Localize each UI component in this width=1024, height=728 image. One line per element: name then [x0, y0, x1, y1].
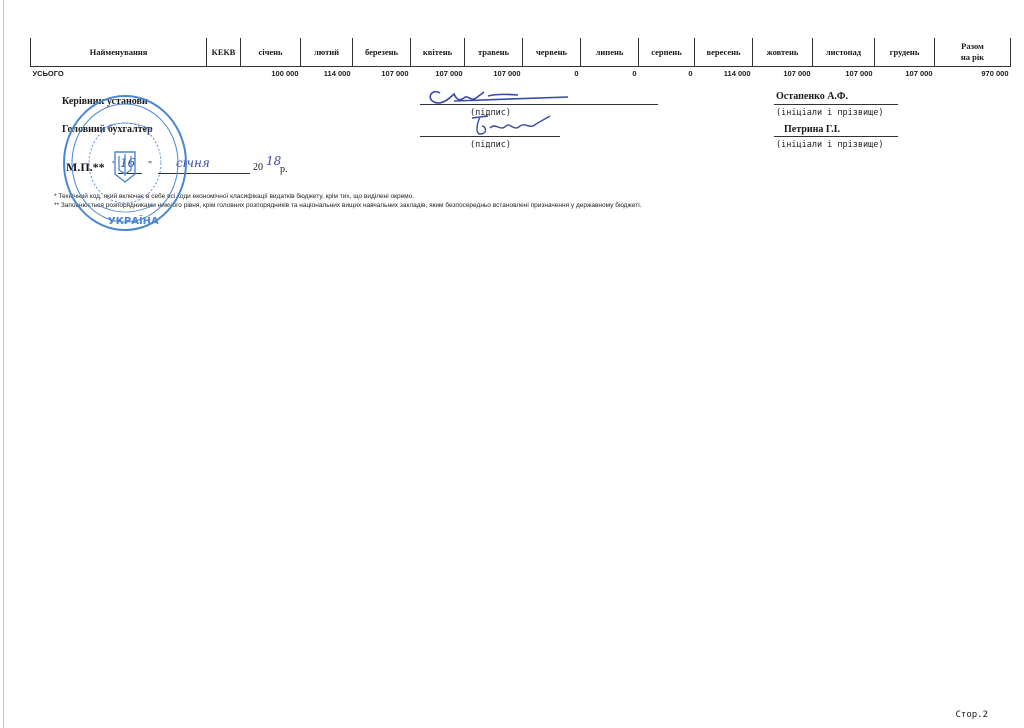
header-month: листопад	[813, 38, 875, 67]
header-month: травень	[465, 38, 523, 67]
table-row-total	[31, 67, 1011, 80]
head-signature-caption: (підпис)	[470, 108, 511, 118]
date-year-suffix: 18	[266, 154, 282, 168]
mp-label: М.П.**	[66, 160, 105, 174]
total-year-value: 970 000	[981, 68, 1009, 78]
head-name-line	[774, 104, 898, 105]
header-name: Найменування	[31, 38, 207, 67]
total-cell: 107 000	[845, 68, 873, 78]
accountant-name-line	[774, 136, 898, 137]
head-signature-line	[420, 104, 658, 105]
total-cell: 107 000	[905, 68, 933, 78]
date-quote-open: "	[112, 160, 117, 171]
accountant-signature	[466, 112, 556, 138]
total-cell: 0	[574, 68, 579, 78]
scan-edge-line	[3, 0, 4, 728]
head-label: Керівник установи	[62, 96, 148, 107]
footnote-2: ** Заповнюється розпорядниками нижчого рівня, крім головних розпорядників та національних вищих навчальних закладів, яким безпосередньо встановлені призначення у державному бюджеті.	[54, 202, 642, 209]
total-cell: 107 000	[783, 68, 811, 78]
header-year-total: Разом на рік	[935, 38, 1011, 67]
page-number: Стор.2	[955, 710, 988, 720]
total-cell: 0	[632, 68, 637, 78]
official-stamp	[60, 92, 190, 234]
date-year-end: р.	[280, 164, 288, 175]
date-quote-close: "	[148, 160, 153, 171]
accountant-name: Петрина Г.І.	[784, 124, 840, 135]
accountant-signature-caption: (підпис)	[470, 140, 511, 150]
total-cell: 0	[688, 68, 693, 78]
head-initials-caption: (ініціали і прізвище)	[776, 108, 884, 118]
svg-text:УКРАЇНА: УКРАЇНА	[108, 216, 159, 227]
date-month: січня	[176, 156, 210, 170]
header-month: червень	[523, 38, 581, 67]
total-cell: 100 000	[271, 68, 299, 78]
date-year-prefix: 20	[253, 162, 263, 173]
header-month: жовтень	[753, 38, 813, 67]
head-signature	[418, 84, 578, 110]
header-month: грудень	[875, 38, 935, 67]
header-month: березень	[353, 38, 411, 67]
total-cell: 107 000	[435, 68, 463, 78]
total-kekv	[207, 67, 241, 80]
header-month: вересень	[695, 38, 753, 67]
total-cell: 107 000	[493, 68, 521, 78]
total-label: УСЬОГО	[32, 68, 64, 78]
footnote-1: * Технічний код, який включає в себе всі коди економічної класифікації видатків бюджету, крім тих, що виділені окремо.	[54, 193, 415, 200]
accountant-initials-caption: (ініціали і прізвище)	[776, 140, 884, 150]
head-name: Остапенко А.Ф.	[776, 91, 849, 102]
total-cell: 114 000	[323, 68, 351, 78]
header-month: квітень	[411, 38, 465, 67]
table-header-row	[31, 38, 1011, 67]
accountant-signature-line	[420, 136, 560, 137]
trident-emblem-icon	[115, 152, 135, 182]
header-month: лютий	[301, 38, 353, 67]
header-kekv: КЕКВ	[207, 38, 241, 67]
budget-table	[30, 38, 1011, 79]
header-month: липень	[581, 38, 639, 67]
accountant-label: Головний бухгалтер	[62, 124, 153, 135]
total-cell: 114 000	[723, 68, 751, 78]
total-cell: 107 000	[381, 68, 409, 78]
header-month: серпень	[639, 38, 695, 67]
header-month: січень	[241, 38, 301, 67]
date-day: 16	[120, 156, 136, 170]
